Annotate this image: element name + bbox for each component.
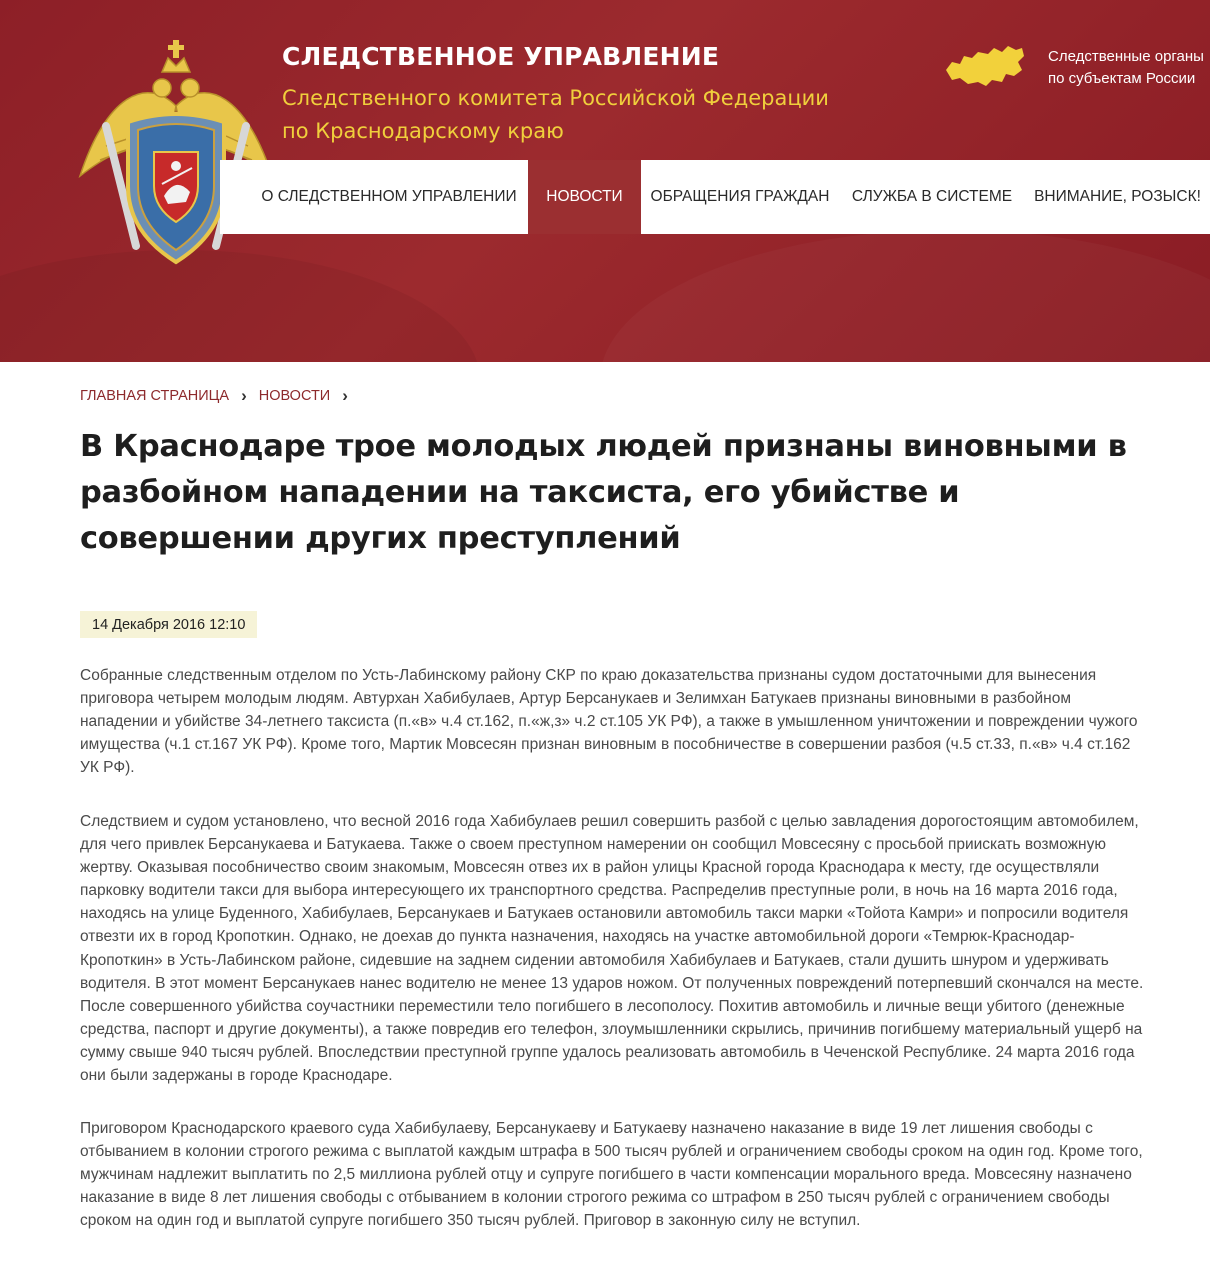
nav-item-news[interactable]: НОВОСТИ — [528, 160, 641, 234]
breadcrumb — [80, 386, 360, 406]
nav-item-service[interactable]: СЛУЖБА В СИСТЕМЕ — [851, 188, 1013, 205]
main-nav — [220, 160, 1210, 234]
nav-item-about[interactable]: О СЛЕДСТВЕННОМ УПРАВЛЕНИИ — [261, 188, 517, 205]
article-paragraph: Следствием и судом установлено, что весной 2016 года Хабибулаев решил совершить разбой с целью завладения дорогостоящим автомобилем, для чего привлек Берсанукаева и Батукаева. Также о своем преступном намерении он сообщил Мовсесяну с просьбой приискать возможную жертву. Оказывая пособничество своим знакомым, Мовсесян отвез их в район улицы Красной города Краснодара к месту, где осуществляли парковку водители такси для выбора интересующего их транспортного средства. Распределив преступные роли, в ночь на 16 марта 2016 года, находясь на улице Буденного, Хабибулаев, Берсанукаев и Батукаев остановили автомобиль такси марки «Тойота Камри» и попросили водителя отвезти их в город Кропоткин. Однако, не доехав до пункта назначения, находясь на участке автомобильной дороги «Темрюк-Краснодар-Кропоткин» в Усть-Лабинском районе, сидевшие на заднем сидении автомобиля Хабибулаев и Батукаев, стали душить шнуром и удерживать водителя. В этот момент Берсанукаев нанес водителю не менее 13 ударов ножом. От полученных повреждений потерпевший скончался на месте. После совершенного убийства соучастники переместили тело погибшего в лесополосу. Похитив автомобиль и личные вещи убитого (денежные средства, паспорт и другие документы), а также повредив его телефон, злоумышленники скрылись, причинив погибшему материальный ущерб на сумму свыше 940 тысяч рублей. Впоследствии преступной группе удалось реализовать автомобиль в Чеченской Республике. 24 марта 2016 года они были задержаны в городе Краснодаре. — [80, 813, 1144, 1085]
regional-bodies-link-line: Следственные органы — [1048, 48, 1204, 65]
site-subtitle-line: по Краснодарскому краю — [282, 119, 564, 143]
article-date-badge: 14 Декабря 2016 12:10 — [80, 611, 257, 638]
nav-item-wanted[interactable]: ВНИМАНИЕ, РОЗЫСК! — [1034, 188, 1201, 205]
header-texture — [600, 230, 1210, 362]
breadcrumb-news-link[interactable]: НОВОСТИ — [258, 388, 331, 404]
site-header — [0, 0, 1210, 362]
regional-bodies-link[interactable] — [1048, 46, 1210, 90]
chevron-right-icon: › — [241, 386, 247, 405]
russia-map-icon[interactable] — [942, 42, 1026, 92]
regional-bodies-link-line: по субъектам России — [1048, 70, 1196, 87]
article-title: В Краснодаре трое молодых людей признаны виновными в разбойном нападении на таксиста, его убийстве и совершении других преступлений — [80, 429, 1127, 556]
site-subtitle — [282, 82, 829, 148]
chevron-right-icon: › — [342, 386, 348, 405]
investigative-committee-emblem-icon[interactable] — [76, 36, 276, 272]
site-subtitle-line: Следственного комитета Российской Федерации — [282, 86, 829, 110]
site-title: СЛЕДСТВЕННОЕ УПРАВЛЕНИЕ — [282, 42, 720, 71]
nav-item-citizen-appeals[interactable]: ОБРАЩЕНИЯ ГРАЖДАН — [650, 188, 830, 205]
article-paragraph: Приговором Краснодарского краевого суда Хабибулаеву, Берсанукаеву и Батукаеву назначено наказание в виде 19 лет лишения свободы с отбыванием в колонии строгого режима с выплатой каждым штрафа в 500 тысяч рублей и ограничением свободы сроком на один год. Кроме того, мужчинам надлежит выплатить по 2,5 миллиона рублей отцу и супруге погибшего в части компенсации морального вреда. Мовсесяну назначено наказание в виде 8 лет лишения свободы с отбыванием в колонии строгого режима со штрафом в 250 тысяч рублей с ограничением свободы сроком на один год и выплатой супруге погибшего 350 тысяч рублей. Приговор в законную силу не вступил. — [80, 1120, 1143, 1230]
article-paragraph: Собранные следственным отделом по Усть-Лабинскому району СКР по краю доказательства признаны судом достаточными для вынесения приговора четырем молодым людям. Автурхан Хабибулаев, Артур Берсанукаев и Зелимхан Батукаев признаны виновными в разбойном нападении и убийстве 34-летнего таксиста (п.«в» ч.4 ст.162, п.«ж,з» ч.2 ст.105 УК РФ), а также в умышленном уничтожении и повреждении чужого имущества (ч.1 ст.167 УК РФ). Кроме того, Мартик Мовсесян признан виновным в пособничестве в совершении разбоя (ч.5 ст.33, п.«в» ч.4 ст.162 УК РФ). — [80, 667, 1138, 777]
breadcrumb-home-link[interactable]: ГЛАВНАЯ СТРАНИЦА — [80, 388, 230, 404]
